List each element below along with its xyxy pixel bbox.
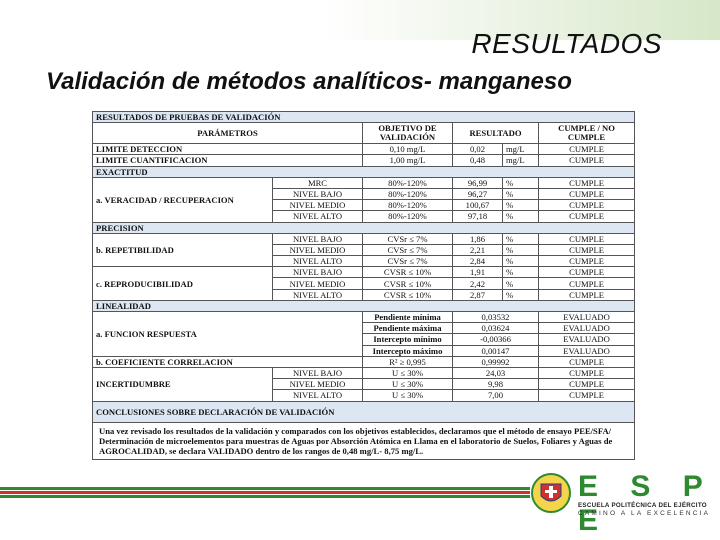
cell-cumple: CUMPLE — [539, 211, 635, 222]
cell-objetivo: CVSR ≤ 10% — [363, 267, 453, 278]
cell-resultado: 0,03532 — [453, 312, 539, 323]
green-bar-bottom — [0, 495, 530, 498]
cell-cumple: CUMPLE — [539, 278, 635, 289]
cell-cumple: CUMPLE — [539, 289, 635, 300]
cell-resultado: 1,86 — [453, 233, 503, 244]
university-seal-icon — [530, 472, 572, 514]
cell-resultado: 96,99 — [453, 177, 503, 188]
cell-unidad: % — [503, 233, 539, 244]
group-repetibilidad: b. REPETIBILIDAD — [93, 233, 273, 267]
cell-objetivo: 80%-120% — [363, 188, 453, 199]
cell-cumple: CUMPLE — [539, 244, 635, 255]
table-row — [93, 233, 635, 244]
cell-resultado: 2,42 — [453, 278, 503, 289]
header-parametros: PARÁMETROS — [93, 123, 363, 144]
red-bar — [0, 491, 530, 494]
section-conclusiones: CONCLUSIONES SOBRE DECLARACIÓN DE VALIDACIÓN — [93, 401, 635, 422]
cell-resultado: 0,00147 — [453, 345, 539, 356]
page-subtitle: Validación de métodos analíticos- manganeso — [46, 68, 572, 95]
cell-objetivo: R² ≥ 0,995 — [363, 356, 453, 367]
cell-param: Intercepto máximo — [363, 345, 453, 356]
cell-objetivo: 80%-120% — [363, 211, 453, 222]
group-funcion-respuesta: a. FUNCION RESPUESTA — [93, 312, 363, 357]
cell-objetivo: 80%-120% — [363, 200, 453, 211]
cell-nivel: NIVEL MEDIO — [273, 278, 363, 289]
cell-resultado: 96,27 — [453, 188, 503, 199]
cell-cumple: CUMPLE — [539, 267, 635, 278]
group-veracidad: a. VERACIDAD / RECUPERACION — [93, 177, 273, 222]
cell-objetivo: CVSR ≤ 10% — [363, 289, 453, 300]
cell-unidad: mg/L — [503, 155, 539, 166]
cell-unidad: % — [503, 278, 539, 289]
table-row — [93, 367, 635, 378]
university-motto: CAMINO A LA EXCELENCIA — [578, 510, 711, 517]
green-bar-top — [0, 487, 530, 490]
cell-resultado: 0,48 — [453, 155, 503, 166]
table-row — [93, 177, 635, 188]
group-reproducibilidad: c. REPRODUCIBILIDAD — [93, 267, 273, 301]
cell-param: Pendiente mínima — [363, 312, 453, 323]
espe-wordmark: E S P E — [578, 470, 715, 537]
cell-nivel: NIVEL ALTO — [273, 390, 363, 401]
cell-nivel: NIVEL ALTO — [273, 256, 363, 267]
table-row — [93, 356, 635, 367]
cell-unidad: % — [503, 244, 539, 255]
header-cumple: CUMPLE / NO CUMPLE — [539, 123, 635, 144]
page-title: RESULTADOS — [471, 28, 662, 59]
cell-unidad: mg/L — [503, 144, 539, 155]
cell-objetivo: 1,00 mg/L — [363, 155, 453, 166]
validation-results-table — [92, 111, 635, 460]
cell-cumple: CUMPLE — [539, 200, 635, 211]
cell-resultado: 0,02 — [453, 144, 503, 155]
table-header-row — [93, 123, 635, 144]
row-label: LIMITE CUANTIFICACION — [93, 155, 363, 166]
cell-cumple: EVALUADO — [539, 345, 635, 356]
cell-resultado: 7,00 — [453, 390, 539, 401]
cell-resultado: 24,03 — [453, 367, 539, 378]
row-label: LIMITE DETECCION — [93, 144, 363, 155]
header-objetivo: OBJETIVO DE VALIDACIÓN — [363, 123, 453, 144]
cell-unidad: % — [503, 188, 539, 199]
cell-cumple: CUMPLE — [539, 367, 635, 378]
cell-unidad: % — [503, 177, 539, 188]
cell-cumple: CUMPLE — [539, 356, 635, 367]
cell-nivel: NIVEL BAJO — [273, 367, 363, 378]
cell-nivel: NIVEL BAJO — [273, 267, 363, 278]
cell-cumple: CUMPLE — [539, 155, 635, 166]
table-row — [93, 144, 635, 155]
cell-nivel: NIVEL ALTO — [273, 211, 363, 222]
group-incertidumbre: INCERTIDUMBRE — [93, 367, 273, 401]
cell-nivel: NIVEL ALTO — [273, 289, 363, 300]
header-resultado: RESULTADO — [453, 123, 539, 144]
cell-objetivo: 0,10 mg/L — [363, 144, 453, 155]
espe-logo — [530, 470, 715, 537]
cell-resultado: 1,91 — [453, 267, 503, 278]
cell-resultado: 9,98 — [453, 379, 539, 390]
cell-unidad: % — [503, 289, 539, 300]
cell-resultado: 0,03624 — [453, 323, 539, 334]
table-caption: RESULTADOS DE PRUEBAS DE VALIDACIÓN — [93, 112, 635, 123]
section-precision: PRECISION — [93, 222, 635, 233]
cell-cumple: CUMPLE — [539, 144, 635, 155]
cell-resultado: 100,67 — [453, 200, 503, 211]
cell-objetivo: 80%-120% — [363, 177, 453, 188]
cell-nivel: NIVEL BAJO — [273, 188, 363, 199]
cell-objetivo: U ≤ 30% — [363, 390, 453, 401]
cell-cumple: EVALUADO — [539, 312, 635, 323]
cell-nivel: NIVEL MEDIO — [273, 379, 363, 390]
cell-nivel: NIVEL MEDIO — [273, 244, 363, 255]
cell-unidad: % — [503, 211, 539, 222]
cell-nivel: NIVEL MEDIO — [273, 200, 363, 211]
table-row — [93, 312, 635, 323]
cell-param: Intercepto mínimo — [363, 334, 453, 345]
table-row — [93, 267, 635, 278]
cell-resultado: -0,00366 — [453, 334, 539, 345]
footer-color-bars — [0, 487, 530, 499]
cell-unidad: % — [503, 256, 539, 267]
cell-objetivo: U ≤ 30% — [363, 367, 453, 378]
cell-unidad: % — [503, 267, 539, 278]
section-linealidad: LINEALIDAD — [93, 300, 635, 311]
conclusion-text: Una vez revisado los resultados de la validación y comparados con los objetivos establecidos, declaramos que el método de ensayo PEE/SFA/ Determinación de microelementos para muestras de Aguas por Absorción Atómica en Llama en el laboratorio de Suelos, Foliares y Aguas de AGROCALIDAD, se declara VALIDADO dentro de los rangos de 0,48 mg/L- 8,75 mg/L. — [93, 422, 635, 459]
cell-objetivo: U ≤ 30% — [363, 379, 453, 390]
cell-cumple: CUMPLE — [539, 379, 635, 390]
cell-resultado: 97,18 — [453, 211, 503, 222]
cell-cumple: EVALUADO — [539, 334, 635, 345]
university-name: ESCUELA POLITÉCNICA DEL EJÉRCITO — [578, 502, 707, 509]
cell-cumple: EVALUADO — [539, 323, 635, 334]
cell-nivel: NIVEL BAJO — [273, 233, 363, 244]
cell-param: Pendiente máxima — [363, 323, 453, 334]
cell-unidad: % — [503, 200, 539, 211]
table-row — [93, 155, 635, 166]
cell-nivel: MRC — [273, 177, 363, 188]
cell-objetivo: CVSr ≤ 7% — [363, 233, 453, 244]
cell-objetivo: CVSr ≤ 7% — [363, 244, 453, 255]
cell-cumple: CUMPLE — [539, 390, 635, 401]
section-exactitud: EXACTITUD — [93, 166, 635, 177]
cell-cumple: CUMPLE — [539, 256, 635, 267]
cell-resultado: 2,87 — [453, 289, 503, 300]
group-coeficiente: b. COEFICIENTE CORRELACION — [93, 356, 363, 367]
cell-objetivo: CVSr ≤ 7% — [363, 256, 453, 267]
cell-resultado: 2,84 — [453, 256, 503, 267]
cell-cumple: CUMPLE — [539, 177, 635, 188]
validation-results-table-wrap — [92, 111, 634, 460]
cell-resultado: 0,99992 — [453, 356, 539, 367]
cell-cumple: CUMPLE — [539, 188, 635, 199]
cell-resultado: 2,21 — [453, 244, 503, 255]
cell-objetivo: CVSR ≤ 10% — [363, 278, 453, 289]
cell-cumple: CUMPLE — [539, 233, 635, 244]
